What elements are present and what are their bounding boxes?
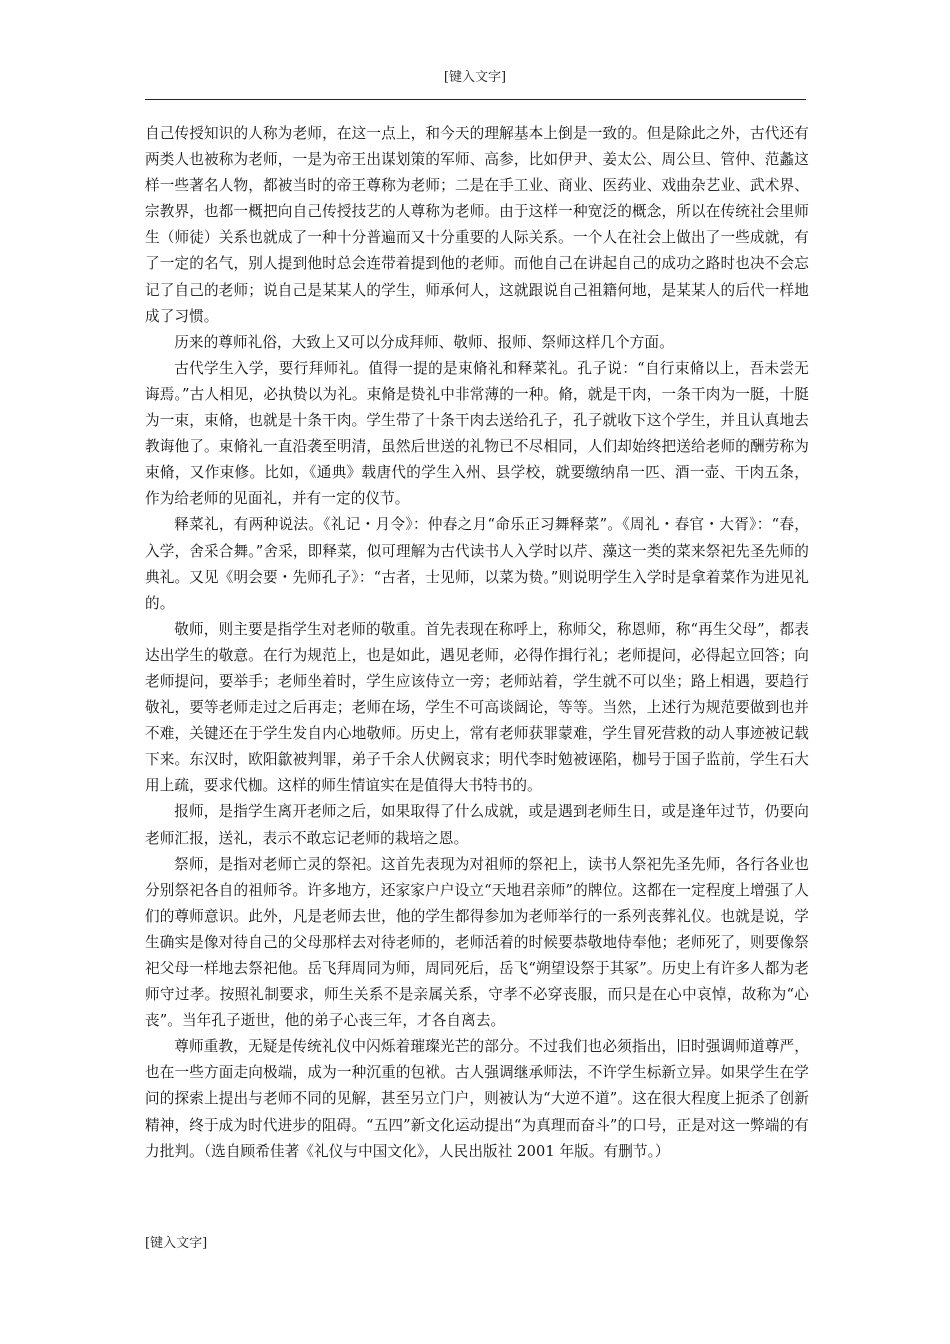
paragraph-1: 自己传授知识的人称为老师，在这一点上，和今天的理解基本上倒是一致的。但是除此之外，古代还有两类人也被称为老师，一是为帝王出谋划策的军师、高参，比如伊尹、姜太公、周公旦、管仲、范蠡这样一些著名人物，都被当时的帝王尊称为老师；二是在手工业、商业、医药业、戏曲杂艺业、武术界、宗教界，也都一概把向自己传授技艺的人尊称为老师。由于这样一种宽泛的概念，所以在传统社会里师生（师徒）关系也就成了一种十分普遍而又十分重要的人际关系。一个人在社会上做出了一些成就，有了一定的名气，别人提到他时总会连带着提到他的老师。而他自己在讲起自己的成功之路时也决不会忘记了自己的老师；说自己是某某人的学生，师承何人，这就跟说自己祖籍何地，是某某人的后代一样地成了习惯。 (145, 125, 809, 325)
header-divider (145, 99, 806, 100)
paragraph-5: 敬师，则主要是指学生对老师的敬重。首先表现在称呼上，称师父，称恩师，称“再生父母”，都表达出学生的敬意。在行为规范上，也是如此，遇见老师，必得作揖行礼；老师提问，必得起立回答；向老师提问，要举手；老师坐着时，学生应该侍立一旁；老师站着，学生就不可以坐；路上相遇，要趋行敬礼，要等老师走过之后再走；老师在场，学生不可高谈阔论，等等。当然，上述行为规范要做到也并不难，关键还在于学生发自内心地敬师。历史上，常有老师获罪蒙难，学生冒死营救的动人事迹被记载下来。东汉时，欧阳歙被判罪，弟子千余人伏阙哀求；明代李时勉被诬陷，枷号于国子监前，学生石大用上疏，要求代枷。这样的师生情谊实在是值得大书特书的。 (145, 620, 809, 795)
paragraph-7: 祭师，是指对老师亡灵的祭祀。这首先表现为对祖师的祭祀上，读书人祭祀先圣先师，各行各业也分别祭祀各自的祖师爷。许多地方，还家家户户设立“天地君亲师”的牌位。这都在一定程度上增强了人们的尊师意识。此外，凡是老师去世，他的学生都得参加为老师举行的一系列丧葬礼仪。也就是说，学生确实是像对待自己的父母那样去对待老师的，老师活着的时候要恭敬地侍奉他；老师死了，则要像祭祀父母一样地去祭祀他。岳飞拜周同为师，周同死后，岳飞“朔望设祭于其冢”。历史上有许多人都为老师守过孝。按照礼制要求，师生关系不是亲属关系，守孝不必穿丧服，而只是在心中哀悼，故称为“心丧”。当年孔子逝世，他的弟子心丧三年，才各自离去。 (145, 855, 809, 1030)
paragraph-4: 释菜礼，有两种说法。《礼记・月令》：仲春之月“命乐正习舞释菜”。《周礼・春官・大胥》：“春，入学，舍采合舞。”舍采，即释菜，似可理解为古代读书人入学时以芹、藻这一类的菜来祭祀先圣先师的典礼。又见《明会要・先师孔子》：“古者，士见师，以菜为贽。”则说明学生入学时是拿着菜作为进见礼的。 (145, 516, 809, 612)
paragraph-8: 尊师重教，无疑是传统礼仪中闪烁着璀璨光芒的部分。不过我们也必须指出，旧时强调师道尊严，也在一些方面走向极端，成为一种沉重的包袱。古人强调继承师法，不许学生标新立异。如果学生在学问的探索上提出与老师不同的见解，甚至另立门户，则被认为“大逆不道”。这在很大程度上扼杀了创新精神，终于成为时代进步的阻碍。“五四”新文化运动提出“为真理而奋斗”的口号，正是对这一弊端的有力批判。（选自顾希佳著《礼仪与中国文化》，人民出版社 2001 年版。有删节。） (145, 1038, 809, 1160)
paragraph-3: 古代学生入学，要行拜师礼。值得一提的是束脩礼和释菜礼。孔子说：“自行束脩以上，吾未尝无诲焉。”古人相见，必执贽以为礼。束脩是贽礼中非常薄的一种。脩，就是干肉，一条干肉为一脡，十脡为一束，束脩，也就是十条干肉。学生带了十条干肉去送给孔子，孔子就收下这个学生，并且认真地去教诲他了。束脩礼一直沿袭至明清，虽然后世送的礼物已不尽相同，人们却始终把送给老师的酬劳称为束脩，又作束修。比如，《通典》载唐代的学生入州、县学校，就要缴纳帛一匹、酒一壶、干肉五条，作为给老师的见面礼，并有一定的仪节。 (145, 359, 809, 508)
page-header: [键入文字] (443, 70, 507, 85)
paragraph-6: 报师，是指学生离开老师之后，如果取得了什么成就，或是遇到老师生日，或是逢年过节，仍要向老师汇报，送礼，表示不敢忘记老师的栽培之恩。 (145, 803, 809, 847)
page-footer: [键入文字] (145, 1236, 208, 1251)
paragraph-2: 历来的尊师礼俗，大致上又可以分成拜师、敬师、报师、祭师这样几个方面。 (174, 333, 674, 351)
document-body (145, 121, 809, 1165)
